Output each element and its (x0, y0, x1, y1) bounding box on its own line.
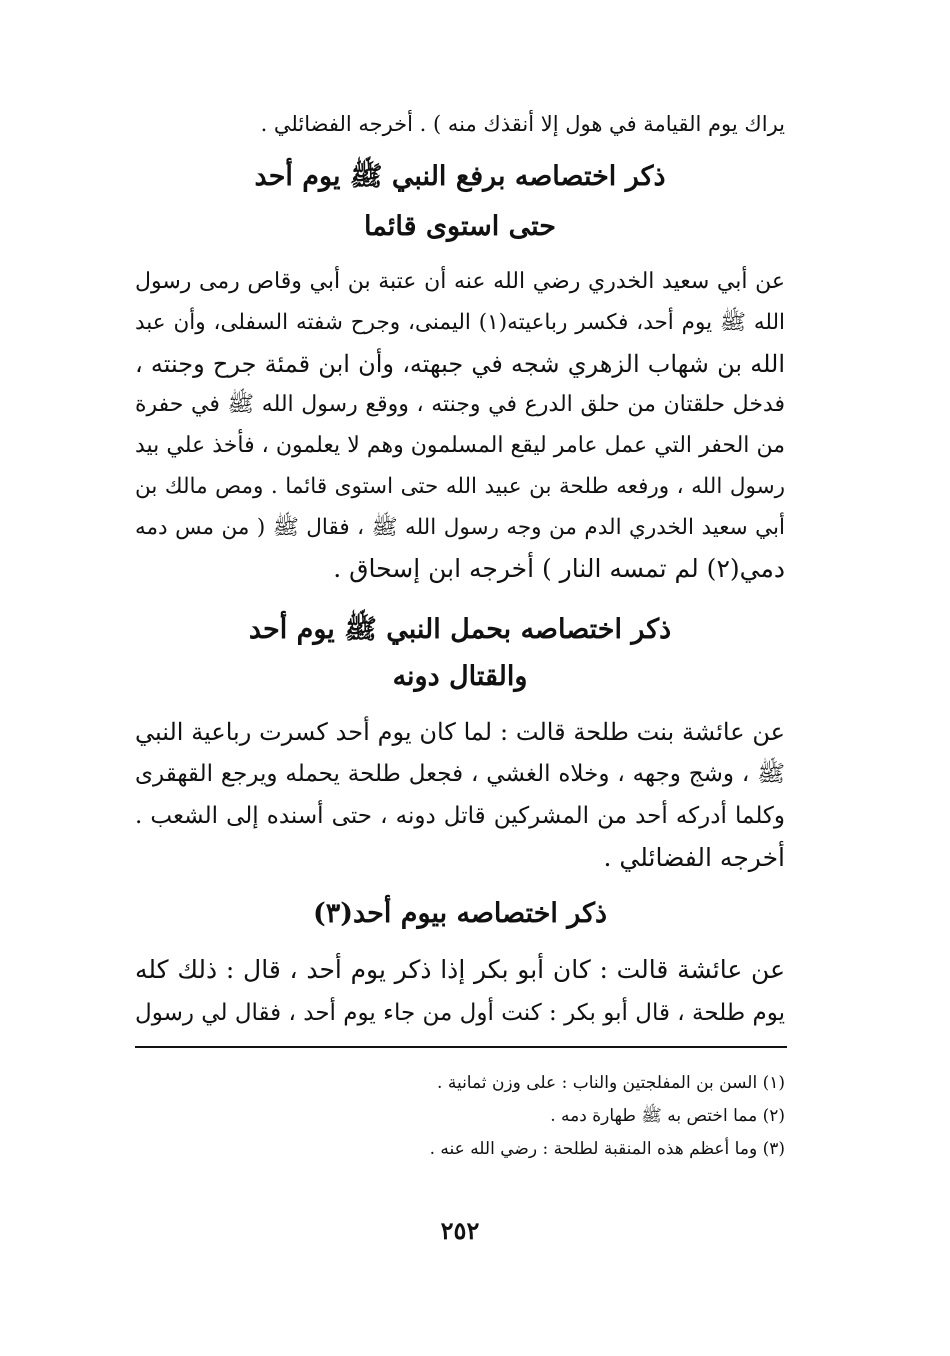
paragraph-line: عن عائشة بنت طلحة قالت : لما كان يوم أحد كسرت رباعية النبي (135, 718, 785, 746)
footnote: (٣) وما أعظم هذه المنقبة لطلحة : رضي الله عنه . (429, 1139, 785, 1159)
paragraph-line: من الحفر التي عمل عامر ليقع المسلمون وهم لا يعلمون ، فأخذ علي بيد (135, 433, 785, 458)
footnote: (١) السن بن المفلجتين والناب : على وزن ثمانية . (437, 1073, 785, 1093)
paragraph-line: عن أبي سعيد الخدري رضي الله عنه أن عتبة بن أبي وقاص رمى رسول (135, 269, 785, 294)
footnote-divider (135, 1046, 787, 1048)
paragraph-line: ﷺ ، وشج وجهه ، وخلاه الغشي ، فجعل طلحة يحمله ويرجع القهقرى (135, 761, 785, 787)
paragraph-line: عن عائشة قالت : كان أبو بكر إذا ذكر يوم أحد ، قال : ذلك كله (135, 955, 785, 984)
section-heading-2-line-1: ذكر اختصاصه بحمل النبي ﷺ يوم أحد (248, 614, 672, 645)
paragraph-line: الله بن شهاب الزهري شجه في جبهته، وأن ابن قمئة جرح وجنته ، (135, 350, 785, 378)
paragraph-line: يوم طلحة ، قال أبو بكر : كنت أول من جاء يوم أحد ، فقال لي رسول (135, 1000, 785, 1026)
section-heading-2-line-2: والقتال دونه (392, 661, 528, 692)
paragraph-line: أخرجه الفضائلي . (603, 843, 785, 872)
section-heading-1-line-2: حتى استوى قائما (364, 211, 556, 242)
footnote: (٢) مما اختص به ﷺ طهارة دمه . (550, 1106, 785, 1126)
section-heading-3: ذكر اختصاصه بيوم أحد(٣) (312, 898, 608, 929)
continuation-line: يراك يوم القيامة في هول إلا أنقذك منه ) . أخرجه الفضائلي . (260, 112, 785, 136)
paragraph-line: أبي سعيد الخدري الدم من وجه رسول الله ﷺ ، فقال ﷺ ( من مس دمه (135, 515, 785, 540)
section-heading-1-line-1: ذكر اختصاصه برفع النبي ﷺ يوم أحد (254, 161, 666, 192)
paragraph-line: الله ﷺ يوم أحد، فكسر رباعيته(١) اليمنى، وجرح شفته السفلى، وأن عبد (135, 310, 785, 335)
paragraph-line: دمي(٢) لم تمسه النار ) أخرجه ابن إسحاق . (333, 554, 785, 583)
paragraph-line: رسول الله ، ورفعه طلحة بن عبيد الله حتى استوى قائما . ومص مالك بن (135, 474, 785, 499)
paragraph-line: وكلما أدركه أحد من المشركين قاتل دونه ، حتى أسنده إلى الشعب . (135, 803, 785, 829)
page-number: ٢٥٢ (440, 1216, 480, 1245)
paragraph-line: فدخل حلقتان من حلق الدرع في وجنته ، ووقع رسول الله ﷺ في حفرة (135, 392, 785, 417)
